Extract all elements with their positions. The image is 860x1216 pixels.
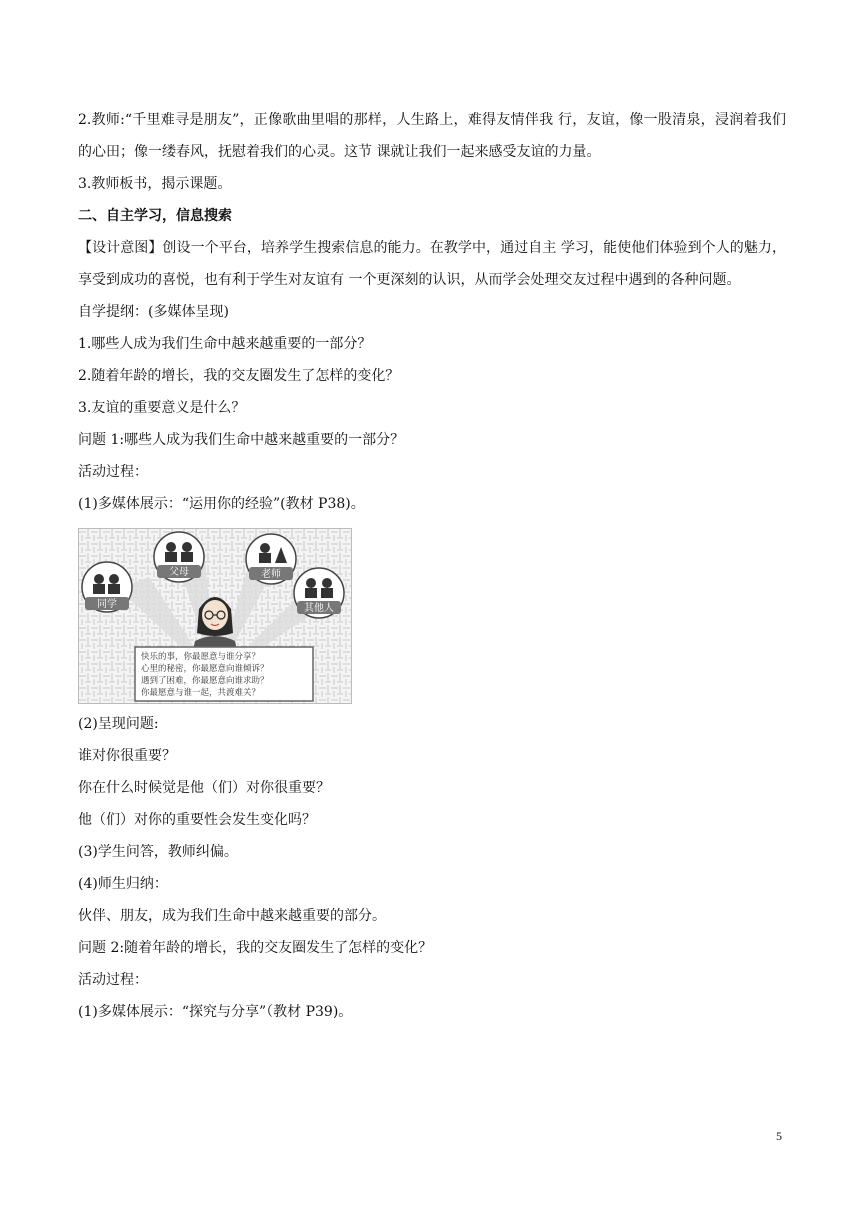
page-number: 5 — [776, 1129, 782, 1143]
activity-step-1b: (1)多媒体展示：“探究与分享”（教材 P39)。 — [78, 1004, 353, 1020]
activity-label-2: 活动过程： — [78, 972, 148, 988]
activity-step-4: (4)师生归纳： — [78, 876, 168, 892]
bubble-label-classmates: 同学 — [97, 599, 117, 610]
paragraph-design-intent: 【设计意图】创设一个平台，培养学生搜索信息的能力。在教学中，通过自主 学习，能使他们体验到个人的魅力，享受到成功的喜悦，也有利于学生对友谊有 一个更深刻的认识，从而学会处理交友过程中遇到的各种问题。 — [78, 240, 786, 288]
bubble-label-teachers: 老师 — [261, 569, 281, 580]
outline-item-1: 1.哪些人成为我们生命中越来越重要的一部分？ — [78, 336, 372, 352]
activity-step-1: (1)多媒体展示：“运用你的经验”(教材 P38)。 — [78, 496, 365, 512]
bubble-classmates — [82, 562, 132, 612]
outline-title: 自学提纲：(多媒体呈现) — [78, 304, 229, 320]
board-line-2: 心里的秘密，你最愿意向谁倾诉？ — [141, 664, 269, 674]
question-when-important: 你在什么时候觉是他（们）对你很重要？ — [78, 780, 330, 796]
bubble-label-parents: 父母 — [169, 567, 189, 578]
paragraph-teacher-intro: 2.教师:“千里难寻是朋友”，正像歌曲里唱的那样，人生路上，难得友情伴我 行，友谊，像一股清泉，浸润着我们的心田；像一缕春风，抚慰着我们的心灵。这节 课就让我们一起来感受友谊的力量。 — [78, 112, 786, 160]
activity-label: 活动过程： — [78, 464, 148, 480]
textbook-illustration — [78, 528, 352, 704]
bubble-label-others: 其他人 — [304, 603, 334, 614]
board-line-3: 遇到了困难，你最愿意向谁求助？ — [141, 676, 269, 686]
illustration-svg — [79, 529, 351, 703]
question-1: 问题 1:哪些人成为我们生命中越来越重要的一部分？ — [78, 432, 405, 448]
activity-step-2: (2)呈现问题: — [78, 716, 159, 732]
activity-step-3: (3)学生问答，教师纠偏。 — [78, 844, 238, 860]
bubble-others — [294, 568, 344, 618]
paragraph-blackboard: 3.教师板书，揭示课题。 — [78, 176, 232, 192]
question-who-important: 谁对你很重要？ — [78, 748, 176, 764]
question-2: 问题 2:随着年龄的增长，我的交友圈发生了怎样的变化？ — [78, 940, 433, 956]
board-line-1: 快乐的事，你最愿意与谁分享？ — [141, 652, 261, 662]
bubble-teachers — [246, 534, 296, 584]
section-heading: 二、自主学习，信息搜索 — [78, 208, 232, 224]
outline-item-3: 3.友谊的重要意义是什么？ — [78, 400, 246, 416]
question-change: 他（们）对你的重要性会发生变化吗？ — [78, 812, 316, 828]
summary-statement: 伙伴、朋友，成为我们生命中越来越重要的部分。 — [78, 908, 386, 924]
page-content — [78, 104, 786, 1028]
board-line-4: 你最愿意与谁一起，共渡难关？ — [141, 688, 261, 698]
text-board — [135, 647, 313, 701]
bubble-parents — [154, 532, 204, 582]
outline-item-2: 2.随着年龄的增长，我的交友圈发生了怎样的变化？ — [78, 368, 400, 384]
